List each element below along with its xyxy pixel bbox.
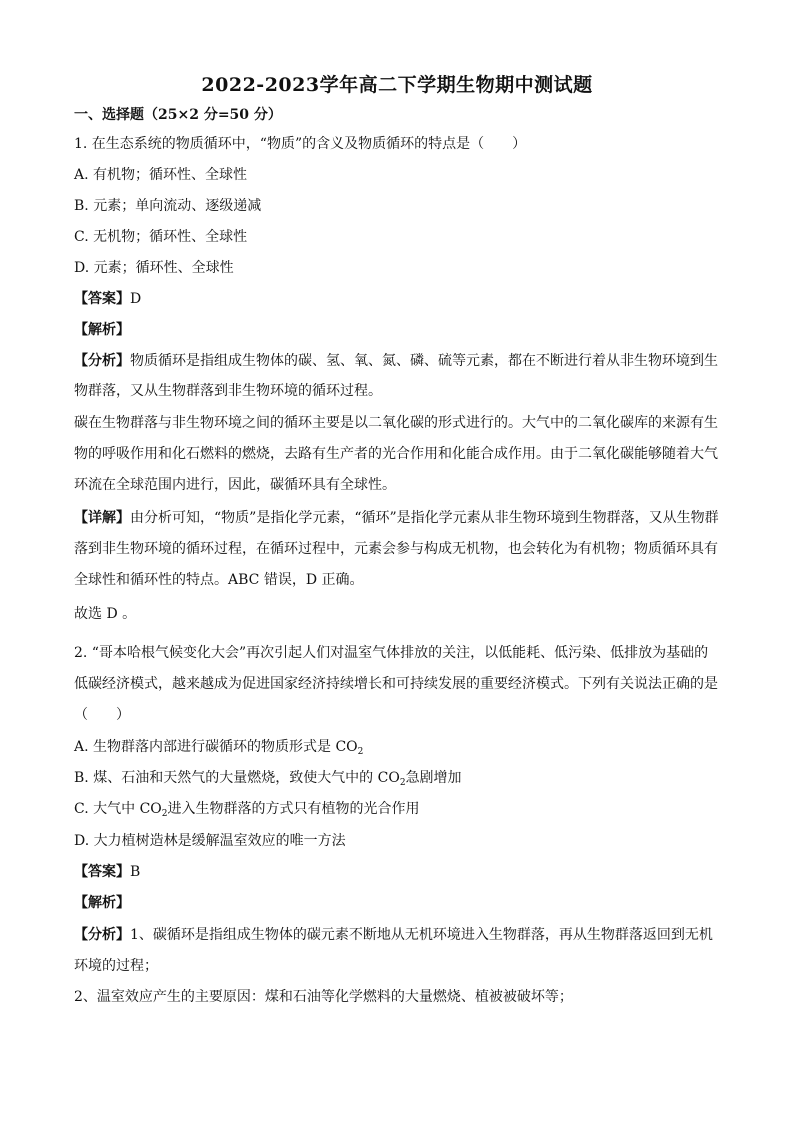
q2-stem-line1: 2. “哥本哈根气候变化大会”再次引起人们对温室气体排放的关注，以低能耗、低污染、低排放为基础的 [74,645,709,661]
q1-analysis-tag: 【解析】 [74,322,130,338]
subscript: 2 [161,809,168,819]
q1-answer [74,290,724,308]
q1-stem: 1. 在生态系统的物质循环中，“物质”的含义及物质循环的特点是（ ） [74,136,527,152]
q1-fenxi-line2: 物群落，又从生物群落到非生物环境的循环过程。 [74,383,382,399]
q1-option-b: B. 元素；单向流动、逐级递减 [74,198,262,214]
fenxi-tag: 【分析】 [74,927,130,943]
section-heading: 一、选择题（25×2 分=50 分） [74,107,282,123]
option-text: C. 大气中 CO [74,801,162,817]
q2-option-a [74,738,724,756]
q2-fenxi-line1 [74,926,724,944]
q1-para2-line3: 环流在全球范围内进行，因此，碳循环具有全球性。 [74,477,396,493]
answer-tag: 【答案】 [74,864,130,880]
q1-option-c: C. 无机物；循环性、全球性 [74,229,248,245]
q2-option-c [74,800,724,818]
xiangjie-tag: 【详解】 [74,510,130,526]
q2-analysis-tag: 【解析】 [74,895,130,911]
subscript: 2 [357,747,364,757]
q2-stem-line2: 低碳经济模式，越来越成为促进国家经济持续增长和可持续发展的重要经济模式。下列有关说法正确的是 [74,676,718,692]
q1-para2-line1: 碳在生物群落与非生物环境之间的循环主要是以二氧化碳的形式进行的。大气中的二氧化碳库的来源有生 [74,415,718,431]
fenxi-text: 1、碳循环是指组成生物体的碳元素不断地从无机环境进入生物群落，再从生物群落返回到无机 [130,927,713,943]
q1-xiangjie-line1 [74,509,724,527]
q2-stem-line3: （ ） [74,707,130,723]
option-text-tail: 急剧增加 [405,770,462,786]
q1-conclusion: 故选 D 。 [74,606,137,622]
option-text: A. 生物群落内部进行碳循环的物质形式是 CO [74,739,358,755]
q1-xiangjie-line3: 全球性和循环性的特点。ABC 错误，D 正确。 [74,572,364,588]
q1-para2-line2: 物的呼吸作用和化石燃料的燃烧，去路有生产者的光合作用和化能合成作用。由于二氧化碳能够随着大气 [74,446,718,462]
xiangjie-text: 由分析可知，“物质”是指化学元素，“循环”是指化学元素从非生物环境到生物群落，又从生物群 [130,510,719,526]
answer-tag: 【答案】 [74,291,130,307]
option-text-tail: 进入生物群落的方式只有植物的光合作用 [167,801,420,817]
page-title: 2022-2023学年高二下学期生物期中测试题 [201,74,593,96]
q2-fenxi-line3: 2、温室效应产生的主要原因：煤和石油等化学燃料的大量燃烧、植被被破坏等； [74,989,573,1005]
q1-option-a: A. 有机物；循环性、全球性 [74,167,248,183]
answer-value: B [130,864,141,880]
q1-option-d: D. 元素；循环性、全球性 [74,260,234,276]
q2-option-b [74,769,724,787]
q1-fenxi-line1 [74,352,724,370]
fenxi-tag: 【分析】 [74,353,130,369]
q2-fenxi-line2: 环境的过程； [74,958,158,974]
option-text: B. 煤、石油和天然气的大量燃烧，致使大气中的 CO [74,770,400,786]
subscript: 2 [399,778,406,788]
q2-answer [74,863,724,881]
q2-option-d: D. 大力植树造林是缓解温室效应的唯一方法 [74,833,346,849]
q1-xiangjie-line2: 落到非生物环境的循环过程，在循环过程中，元素会参与构成无机物，也会转化为有机物；物质循环具有 [74,541,718,557]
fenxi-text: 物质循环是指组成生物体的碳、氢、氧、氮、磷、硫等元素，都在不断进行着从非生物环境到生 [130,353,718,369]
answer-value: D [130,291,142,307]
